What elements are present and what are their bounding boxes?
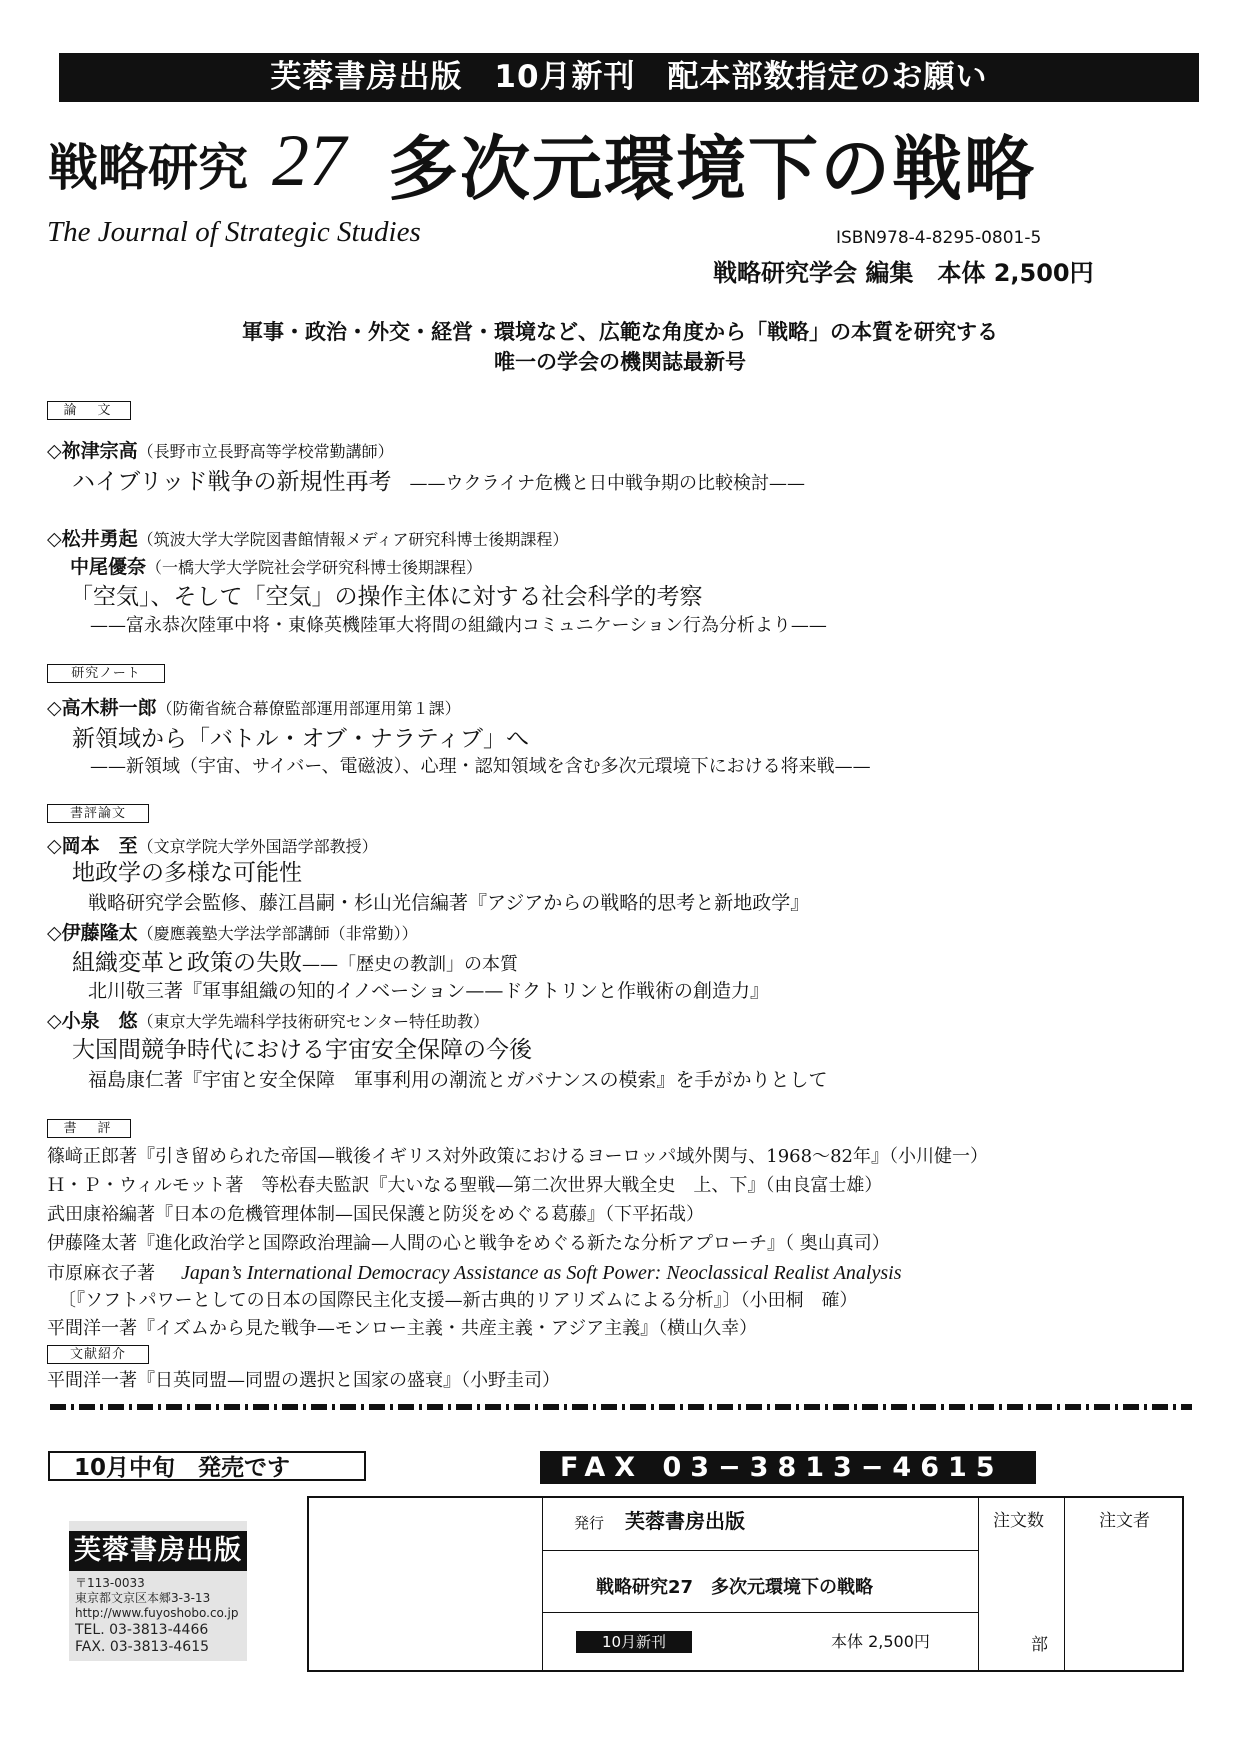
new-release-tag: 10月新刊 [576, 1631, 692, 1653]
book-review-item: Ｈ・Ｐ・ウィルモット著 等松春夫監訳『大いなる聖戦—第二次世界大戦全史 上、下』（由良富士雄） [47, 1175, 883, 1196]
quantity-header: 注文数 [993, 1511, 1044, 1531]
tagline-line-1: 軍事・政治・外交・経営・環境など、広範な角度から「戦略」の本質を研究する [242, 320, 998, 344]
book-review-item-ichihara [47, 1259, 901, 1288]
article-2-author [47, 526, 568, 553]
section-label-bibliography: 文献紹介 [47, 1345, 149, 1364]
release-notice: 10月中旬 発売です [48, 1451, 366, 1481]
website-url: http://www.fuyoshobo.co.jp [75, 1606, 239, 1620]
review-essay-1-title: 地政学の多様な可能性 [72, 860, 302, 886]
tagline-line-2: 唯一の学会の機関誌最新号 [494, 350, 746, 374]
postal-code: 〒113-0033 [75, 1576, 145, 1590]
research-note-author [47, 695, 461, 722]
series-label: 戦略研究 [48, 139, 248, 197]
review-essay-3-book: 福島康仁著『宇宙と安全保障 軍事利用の潮流とガバナンスの模索』を手がかりとして [88, 1069, 828, 1091]
author-affiliation: （長野市立長野高等学校常勤講師） [137, 442, 394, 461]
title-main: ハイブリッド戦争の新規性再考 [72, 469, 392, 495]
review-essay-2-book: 北川敬三著『軍事組織の知的イノベーション——ドクトリンと作戦術の創造力』 [88, 980, 769, 1002]
unit-label: 部 [1031, 1635, 1048, 1655]
isbn: ISBN978-4-8295-0801-5 [836, 228, 1042, 248]
coauthor-name: 中尾優奈 [70, 556, 147, 578]
order-book-title: 戦略研究27 多次元環境下の戦略 [596, 1577, 874, 1598]
address: 東京都文京区本郷3-3-13 [75, 1591, 211, 1605]
book-review-item: 武田康裕編著『日本の危機管理体制—国民保護と防災をめぐる葛藤』（下平拓哉） [47, 1204, 704, 1225]
telephone: TEL. 03-3813-4466 [75, 1622, 209, 1638]
section-label-review-essays: 書評論文 [47, 804, 149, 823]
review-essay-2-author [47, 920, 418, 947]
section-label-articles: 論 文 [47, 401, 131, 420]
publisher-name: 芙蓉書房出版 [625, 1509, 745, 1533]
order-form [307, 1496, 1184, 1672]
review-essay-2-title [72, 948, 518, 978]
author-name: ◇岡本 至 [47, 835, 138, 857]
author-affiliation: （慶應義塾大学法学部講師（非常勤）） [137, 924, 418, 943]
author-affiliation: （文京学院大学外国語学部教授） [137, 837, 378, 856]
research-note-subtitle: ——新領域（宇宙、サイバー、電磁波）、心理・認知領域を含む多次元環境下における将来戦—— [90, 756, 871, 777]
orderer-input-area[interactable] [1067, 1556, 1179, 1666]
author-name: ◇松井勇起 [47, 528, 138, 550]
review-author: 市原麻衣子著 [47, 1263, 155, 1284]
author-affiliation: （防衛省統合幕僚監部運用部運用第１課） [156, 699, 461, 718]
author-name: ◇小泉 悠 [47, 1010, 138, 1032]
top-banner: 芙蓉書房出版 10月新刊 配本部数指定のお願い [59, 53, 1199, 102]
issue-number: 27 [272, 120, 346, 202]
book-review-item: 平間洋一著『イズムから見た戦争—モンロー主義・共産主義・アジア主義』（横山久幸） [47, 1318, 758, 1339]
editor-and-price: 戦略研究学会 編集 本体 2,500円 [713, 259, 1094, 287]
section-label-book-reviews: 書 評 [47, 1119, 131, 1138]
book-review-item: 伊藤隆太著『進化政治学と国際政治理論—人間の心と戦争をめぐる新たな分析アプローチ』（ 奥山真司） [47, 1233, 890, 1254]
author-affiliation: （筑波大学大学院図書館情報メディア研究科博士後期課程） [137, 530, 569, 549]
book-review-item: 篠﨑正郎著『引き留められた帝国—戦後イギリス対外政策におけるヨーロッパ域外関与、1968〜82年』（小川健一） [47, 1146, 988, 1167]
dashed-divider [50, 1404, 1192, 1410]
journal-english-title: The Journal of Strategic Studies [47, 216, 421, 248]
title-tail: ——「歴史の教訓」の本質 [302, 954, 518, 975]
publisher-logo-block [69, 1521, 247, 1661]
form-divider [1064, 1498, 1065, 1670]
article-1-author [47, 438, 394, 465]
publisher-label: 発行 [574, 1514, 605, 1532]
publisher-logo: 芙蓉書房出版 [69, 1531, 247, 1571]
review-essay-1-author [47, 833, 378, 860]
quantity-input-area[interactable] [981, 1556, 1061, 1666]
author-name: ◇伊藤隆太 [47, 922, 138, 944]
section-label-research-note: 研究ノート [47, 664, 165, 683]
author-affiliation: （東京大学先端科学技術研究センター特任助教） [137, 1012, 489, 1031]
main-title: 多次元環境下の戦略 [388, 127, 1036, 210]
orderer-header: 注文者 [1099, 1511, 1150, 1531]
article-2-subtitle: ——富永恭次陸軍中将・東條英機陸軍大将間の組織内コミュニケーション行為分析より—— [90, 615, 827, 636]
order-price: 本体 2,500円 [831, 1632, 930, 1651]
form-divider [542, 1612, 978, 1613]
fax-number: FAX 03−3813−4615 [540, 1451, 1036, 1484]
form-divider [978, 1498, 979, 1670]
article-1-title [72, 467, 805, 497]
coauthor-affiliation: （一橋大学大学院社会学研究科博士後期課程） [146, 558, 483, 577]
review-essay-3-title: 大国間競争時代における宇宙安全保障の今後 [72, 1037, 532, 1063]
fax-small: FAX. 03-3813-4615 [75, 1639, 210, 1655]
research-note-title: 新領域から「バトル・オブ・ナラティブ」へ [72, 726, 530, 752]
title-main: 組織変革と政策の失敗 [72, 950, 302, 976]
form-divider [542, 1498, 543, 1670]
review-essay-3-author [47, 1008, 489, 1035]
title-tail: ——ウクライナ危機と日中戦争期の比較検討—— [409, 473, 805, 494]
form-divider [542, 1550, 978, 1551]
author-name: ◇祢津宗高 [47, 440, 138, 462]
review-essay-1-book: 戦略研究学会監修、藤江昌嗣・杉山光信編著『アジアからの戦略的思考と新地政学』 [88, 892, 810, 914]
bibliography-item: 平間洋一著『日英同盟—同盟の選択と国家の盛衰』（小野圭司） [47, 1370, 560, 1391]
book-review-japanese-title: 〔『ソフトパワーとしての日本の国際民主化支援—新古典的リアリズムによる分析』〕（小田桐 確） [58, 1290, 858, 1311]
author-name: ◇高木耕一郎 [47, 697, 157, 719]
review-english-title: Japan’s International Democracy Assistance as Soft Power: Neoclassical Realist Analysis [181, 1262, 902, 1284]
article-2-title: 「空気」、そして「空気」の操作主体に対する社会科学的考察 [70, 584, 703, 610]
article-2-coauthor [70, 554, 482, 581]
